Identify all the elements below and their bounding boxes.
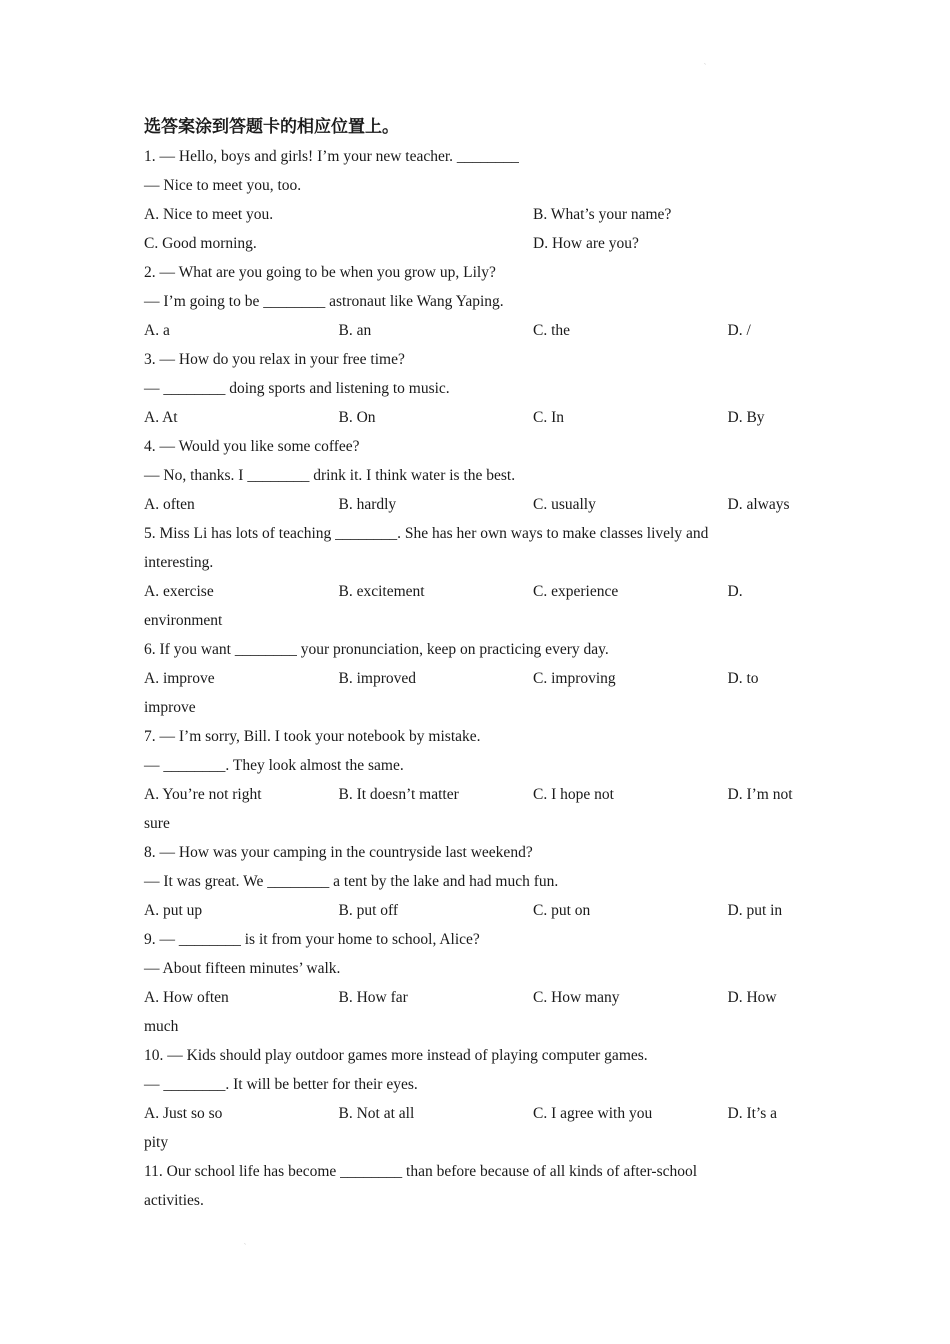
question-stem-line: — ________ doing sports and listening to music.: [144, 380, 450, 397]
option-d: D. I’m not: [727, 786, 793, 803]
option-row: [144, 200, 824, 229]
option-row: [144, 664, 824, 693]
question-stem-line: 6. If you want ________ your pronunciation, keep on practicing every day.: [144, 641, 609, 658]
option-b: B. improved: [338, 670, 416, 687]
question-stem-line: — ________. They look almost the same.: [144, 757, 404, 774]
option-a: A. often: [144, 496, 195, 513]
option-c: C. improving: [533, 670, 616, 687]
option-row: [144, 1099, 824, 1128]
question-11: [144, 1157, 824, 1215]
page-mark-top: `: [704, 64, 706, 70]
option-b: B. excitement: [338, 583, 425, 600]
option-d: D. put in: [727, 902, 783, 919]
option-c: C. I hope not: [533, 786, 614, 803]
option-row: [144, 229, 824, 258]
option-d: D. How are you?: [533, 235, 639, 252]
option-d: D. By: [727, 409, 765, 426]
question-stem-line: activities.: [144, 1192, 204, 1209]
question-stem-line: 8. — How was your camping in the countryside last weekend?: [144, 844, 533, 861]
option-b: B. hardly: [338, 496, 397, 513]
option-b: B. On: [338, 409, 376, 426]
instruction-text: 选答案涂到答题卡的相应位置上。: [144, 117, 399, 137]
option-a: A. improve: [144, 670, 215, 687]
option-d-continuation: pity: [144, 1134, 169, 1151]
question-10: [144, 1041, 824, 1157]
option-c: C. How many: [533, 989, 620, 1006]
option-d: D.: [727, 583, 743, 600]
question-1: [144, 142, 824, 258]
option-c: C. In: [533, 409, 564, 426]
option-c: C. put on: [533, 902, 591, 919]
option-a: A. a: [144, 322, 170, 339]
question-3: [144, 345, 824, 432]
option-a: A. exercise: [144, 583, 214, 600]
question-stem-line: 9. — ________ is it from your home to school, Alice?: [144, 931, 480, 948]
option-c: C. experience: [533, 583, 619, 600]
option-c: C. I agree with you: [533, 1105, 653, 1122]
option-d: D. always: [727, 496, 790, 513]
option-a: A. How often: [144, 989, 229, 1006]
option-d-continuation: environment: [144, 612, 223, 629]
option-c: C. Good morning.: [144, 235, 257, 252]
option-d: D. How: [727, 989, 777, 1006]
question-6: [144, 635, 824, 722]
option-b: B. How far: [338, 989, 408, 1006]
question-stem-line: — ________. It will be better for their eyes.: [144, 1076, 418, 1093]
option-d: D. It’s a: [727, 1105, 778, 1122]
option-a: A. At: [144, 409, 178, 426]
question-stem-line: — I’m going to be ________ astronaut like Wang Yaping.: [144, 293, 504, 310]
question-stem-line: 3. — How do you relax in your free time?: [144, 351, 405, 368]
page-mark-bottom: `: [244, 1244, 246, 1250]
question-list: [144, 113, 824, 1215]
option-d: D. to: [727, 670, 759, 687]
option-b: B. Not at all: [338, 1105, 415, 1122]
option-d-continuation: much: [144, 1018, 179, 1035]
option-a: A. Nice to meet you.: [144, 206, 274, 223]
option-row: [144, 403, 824, 432]
option-a: A. You’re not right: [144, 786, 262, 803]
option-row: [144, 780, 824, 809]
option-c: C. the: [533, 322, 571, 339]
question-2: [144, 258, 824, 345]
option-d-continuation: sure: [144, 815, 170, 832]
option-b: B. What’s your name?: [533, 206, 672, 223]
question-stem-line: 2. — What are you going to be when you grow up, Lily?: [144, 264, 496, 281]
question-stem-line: — Nice to meet you, too.: [144, 177, 302, 194]
question-stem-line: 5. Miss Li has lots of teaching ________. She has her own ways to make classes lively and: [144, 525, 709, 542]
question-stem-line: — No, thanks. I ________ drink it. I think water is the best.: [144, 467, 516, 484]
option-row: [144, 896, 824, 925]
question-4: [144, 432, 824, 519]
option-a: A. Just so so: [144, 1105, 223, 1122]
question-stem-line: 7. — I’m sorry, Bill. I took your notebook by mistake.: [144, 728, 481, 745]
option-d: D. /: [727, 322, 751, 339]
option-d-continuation: improve: [144, 699, 196, 716]
option-row: [144, 983, 824, 1012]
option-b: B. an: [338, 322, 372, 339]
option-c: C. usually: [533, 496, 596, 513]
option-b: B. put off: [338, 902, 399, 919]
option-b: B. It doesn’t matter: [338, 786, 459, 803]
question-stem-line: — It was great. We ________ a tent by the lake and had much fun.: [144, 873, 559, 890]
option-row: [144, 577, 824, 606]
question-stem-line: 1. — Hello, boys and girls! I’m your new teacher. ________: [144, 148, 519, 165]
option-row: [144, 316, 824, 345]
question-8: [144, 838, 824, 925]
question-stem-line: 10. — Kids should play outdoor games more instead of playing computer games.: [144, 1047, 648, 1064]
question-stem-line: 4. — Would you like some coffee?: [144, 438, 360, 455]
question-stem-line: — About fifteen minutes’ walk.: [144, 960, 341, 977]
question-5: [144, 519, 824, 635]
question-stem-line: 11. Our school life has become ________ than before because of all kinds of after-school: [144, 1163, 698, 1180]
question-stem-line: interesting.: [144, 554, 214, 571]
question-9: [144, 925, 824, 1041]
question-7: [144, 722, 824, 838]
option-a: A. put up: [144, 902, 203, 919]
option-row: [144, 490, 824, 519]
